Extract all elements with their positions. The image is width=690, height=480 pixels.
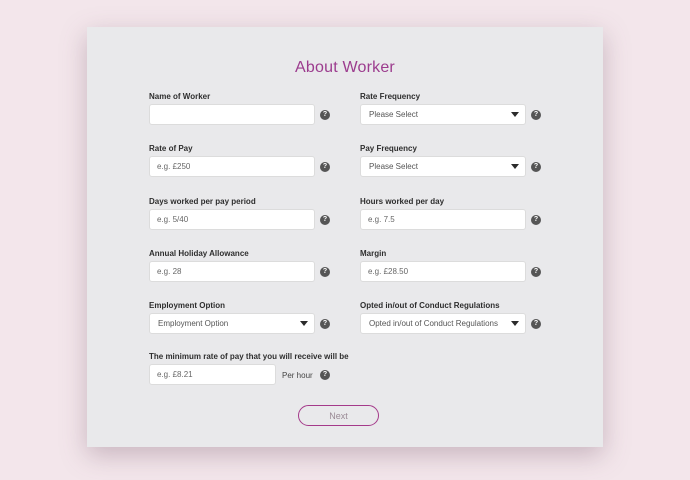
help-icon[interactable]: ? <box>531 319 541 329</box>
help-icon[interactable]: ? <box>320 215 330 225</box>
help-icon[interactable]: ? <box>320 370 330 380</box>
name-of-worker-input[interactable] <box>149 104 315 125</box>
hours-worked-input[interactable] <box>360 209 526 230</box>
pay-frequency-label: Pay Frequency <box>360 144 417 153</box>
rate-of-pay-input[interactable] <box>149 156 315 177</box>
name-of-worker-label: Name of Worker <box>149 92 211 101</box>
form-title: About Worker <box>295 59 395 76</box>
days-worked-input[interactable] <box>149 209 315 230</box>
chevron-down-icon <box>511 321 519 326</box>
rate-frequency-select[interactable] <box>360 104 526 125</box>
holiday-allowance-label: Annual Holiday Allowance <box>149 249 249 258</box>
chevron-down-icon <box>300 321 308 326</box>
help-icon[interactable]: ? <box>531 110 541 120</box>
help-icon[interactable]: ? <box>320 110 330 120</box>
conduct-regulations-label: Opted in/out of Conduct Regulations <box>360 301 500 310</box>
per-hour-label: Per hour <box>282 371 313 380</box>
help-icon[interactable]: ? <box>531 162 541 172</box>
days-worked-label: Days worked per pay period <box>149 197 256 206</box>
rate-of-pay-label: Rate of Pay <box>149 144 193 153</box>
pay-frequency-value: Please Select <box>369 162 418 171</box>
chevron-down-icon <box>511 164 519 169</box>
about-worker-card <box>87 27 603 447</box>
chevron-down-icon <box>511 112 519 117</box>
help-icon[interactable]: ? <box>531 215 541 225</box>
employment-option-select[interactable] <box>149 313 315 334</box>
help-icon[interactable]: ? <box>531 267 541 277</box>
conduct-regulations-value: Opted in/out of Conduct Regulations <box>369 319 498 328</box>
employment-option-value: Employment Option <box>158 319 229 328</box>
margin-input[interactable] <box>360 261 526 282</box>
help-icon[interactable]: ? <box>320 267 330 277</box>
next-button[interactable]: Next <box>298 405 379 426</box>
rate-frequency-label: Rate Frequency <box>360 92 421 101</box>
margin-label: Margin <box>360 249 387 258</box>
min-rate-label: The minimum rate of pay that you will receive will be <box>149 352 349 361</box>
rate-frequency-value: Please Select <box>369 110 418 119</box>
holiday-allowance-input[interactable] <box>149 261 315 282</box>
pay-frequency-select[interactable] <box>360 156 526 177</box>
employment-option-label: Employment Option <box>149 301 225 310</box>
help-icon[interactable]: ? <box>320 162 330 172</box>
help-icon[interactable]: ? <box>320 319 330 329</box>
conduct-regulations-select[interactable] <box>360 313 526 334</box>
hours-worked-label: Hours worked per day <box>360 197 445 206</box>
min-rate-input[interactable] <box>149 364 276 385</box>
